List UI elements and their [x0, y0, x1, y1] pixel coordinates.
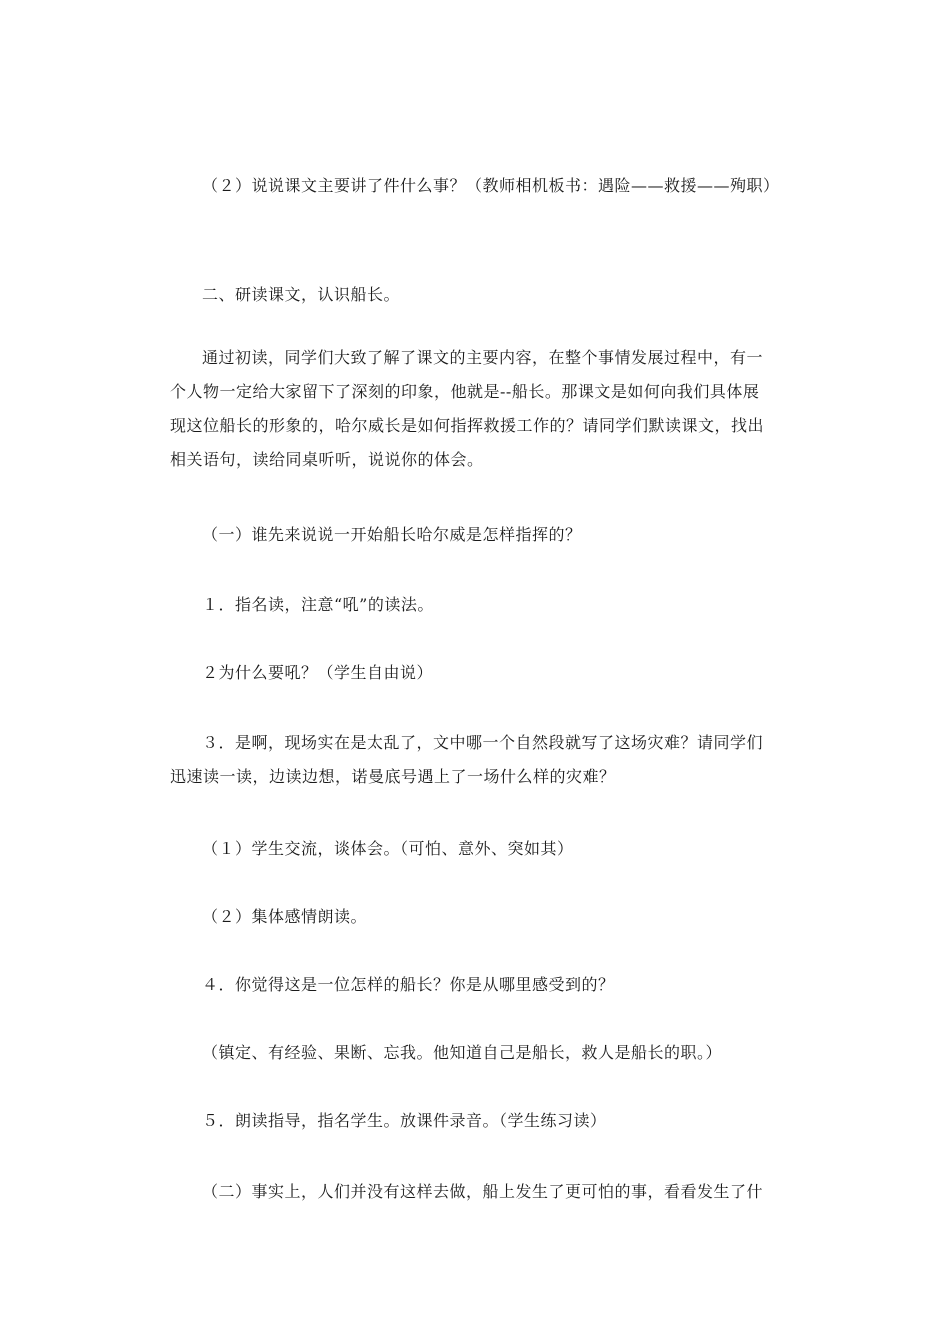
- paragraph-introduction: 通过初读，同学们大致了解了课文的主要内容，在整个事情发展过程中，有一个人物一定给大家留下了深刻的印象，他就是--船长。那课文是如何向我们具体展现这位船长的形象的，哈尔威长是如何指挥救援工作的？请同学们默读课文，找出相关语句，读给同桌听听，说说你的体会。: [170, 348, 765, 469]
- paragraph-item-3-2: （２）集体感情朗读。: [202, 907, 368, 926]
- paragraph-item-3: ３．是啊，现场实在是太乱了，文中哪一个自然段就写了这场灾难？请同学们迅速读一读，边读边想，诺曼底号遇上了一场什么样的灾难？: [170, 733, 764, 786]
- paragraph-subsection-one: （一）谁先来说说一开始船长哈尔威是怎样指挥的？: [202, 525, 582, 544]
- section-heading-study-text: 二、研读课文，认识船长。: [202, 285, 401, 304]
- paragraph-item-4-answer: （镇定、有经验、果断、忘我。他知道自己是船长，救人是船长的职。）: [202, 1043, 723, 1062]
- paragraph-item-3-1: （１）学生交流，谈体会。（可怕、意外、突如其）: [202, 839, 574, 858]
- paragraph-subsection-two: （二）事实上，人们并没有这样去做，船上发生了更可怕的事，看看发生了什: [202, 1182, 764, 1201]
- paragraph-item-4: ４．你觉得这是一位怎样的船长？你是从哪里感受到的？: [202, 975, 615, 994]
- paragraph-item-1: １．指名读，注意“吼”的读法。: [202, 595, 434, 614]
- paragraph-item-2: ２为什么要吼？（学生自由说）: [202, 663, 434, 682]
- paragraph-item-5: ５．朗读指导，指名学生。放课件录音。（学生练习读）: [202, 1111, 607, 1130]
- paragraph-summary-question: （２）说说课文主要讲了件什么事？（教师相机板书：遇险——救援——殉职）: [202, 176, 780, 195]
